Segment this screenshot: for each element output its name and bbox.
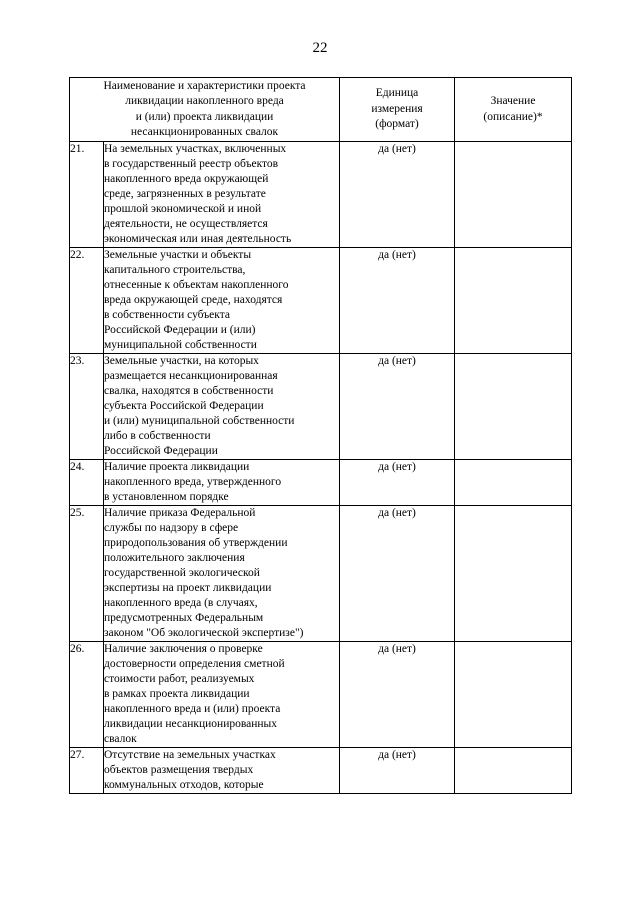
row-value	[455, 248, 572, 354]
table-row	[70, 642, 572, 748]
description-line: На земельных участках, включенных	[104, 143, 287, 155]
description-line: природопользования об утверждении	[104, 537, 288, 549]
row-number: 22.	[70, 248, 104, 354]
row-number: 27.	[70, 748, 104, 794]
description-line: накопленного вреда (в случаях,	[104, 597, 258, 609]
description-line: и (или) муниципальной собственности	[104, 415, 295, 427]
row-description	[104, 248, 340, 354]
header-unit-line: измерения	[371, 102, 423, 115]
description-line: Наличие проекта ликвидации	[104, 461, 250, 473]
table-row	[70, 248, 572, 354]
header-unit-line: Единица	[375, 87, 419, 100]
table-row	[70, 506, 572, 642]
description-line: накопленного вреда, утвержденного	[104, 476, 282, 488]
header-value-line: (описание)*	[483, 110, 543, 123]
description-line: Российской Федерации и (или)	[104, 324, 256, 336]
description-line: среде, загрязненных в результате	[104, 188, 266, 200]
page-number: 22	[312, 40, 328, 56]
header-name-cell	[70, 78, 340, 142]
description-line: отнесенные к объектам накопленного	[104, 279, 289, 291]
description-line: накопленного вреда окружающей	[104, 173, 269, 185]
description-line: службы по надзору в сфере	[104, 522, 239, 534]
header-name-line: и (или) проекта ликвидации	[135, 110, 274, 123]
description-line: стоимости работ, реализуемых	[104, 673, 255, 685]
header-unit-cell	[340, 78, 455, 142]
description-line: размещается несанкционированная	[104, 370, 278, 382]
row-number: 24.	[70, 460, 104, 506]
row-number: 21.	[70, 142, 104, 248]
row-description	[104, 642, 340, 748]
description-line: муниципальной собственности	[104, 339, 257, 351]
description-line: вреда окружающей среде, находятся	[104, 294, 283, 306]
row-number: 23.	[70, 354, 104, 460]
row-description	[104, 748, 340, 794]
header-value-cell	[455, 78, 572, 142]
row-unit: да (нет)	[340, 142, 455, 248]
description-line: государственной экологической	[104, 567, 260, 579]
description-line: предусмотренных Федеральным	[104, 612, 264, 624]
row-unit: да (нет)	[340, 748, 455, 794]
description-line: Земельные участки и объекты	[104, 249, 252, 261]
description-line: прошлой экономической и иной	[104, 203, 262, 215]
description-line: капитального строительства,	[104, 264, 246, 276]
row-number: 26.	[70, 642, 104, 748]
description-line: в собственности субъекта	[104, 309, 230, 321]
description-line: в рамках проекта ликвидации	[104, 688, 250, 700]
description-line: законом "Об экологической экспертизе")	[104, 627, 304, 639]
description-line: Наличие заключения о проверке	[104, 643, 263, 655]
description-line: деятельности, не осуществляется	[104, 218, 268, 230]
row-unit: да (нет)	[340, 354, 455, 460]
description-line: объектов размещения твердых	[104, 764, 254, 776]
row-unit: да (нет)	[340, 642, 455, 748]
description-line: Наличие приказа Федеральной	[104, 507, 256, 519]
header-value-line: Значение	[490, 95, 536, 107]
description-line: достоверности определения сметной	[104, 658, 285, 670]
row-unit: да (нет)	[340, 460, 455, 506]
description-line: Земельные участки, на которых	[104, 355, 259, 367]
header-unit-line: (формат)	[375, 118, 419, 131]
row-description	[104, 460, 340, 506]
table-row	[70, 142, 572, 248]
description-line: Отсутствие на земельных участках	[104, 749, 276, 761]
row-number: 25.	[70, 506, 104, 642]
header-name-line: ликвидации накопленного вреда	[125, 95, 284, 107]
row-value	[455, 142, 572, 248]
description-line: либо в собственности	[104, 430, 211, 442]
description-line: коммунальных отходов, которые	[104, 779, 264, 791]
row-value	[455, 354, 572, 460]
description-line: накопленного вреда и (или) проекта	[104, 703, 281, 715]
table-row	[70, 460, 572, 506]
row-value	[455, 460, 572, 506]
row-value	[455, 642, 572, 748]
row-unit: да (нет)	[340, 248, 455, 354]
description-line: ликвидации несанкционированных	[104, 718, 278, 730]
row-description	[104, 354, 340, 460]
description-line: свалка, находятся в собственности	[104, 385, 274, 397]
row-description	[104, 142, 340, 248]
row-unit: да (нет)	[340, 506, 455, 642]
table-row	[70, 748, 572, 794]
row-value	[455, 506, 572, 642]
header-name-line: Наименование и характеристики проекта	[103, 79, 306, 92]
description-line: Российской Федерации	[104, 445, 218, 457]
description-line: положительного заключения	[104, 552, 245, 564]
description-line: экспертизы на проект ликвидации	[104, 582, 272, 594]
description-line: в государственный реестр объектов	[104, 158, 279, 170]
description-line: субъекта Российской Федерации	[104, 400, 264, 412]
characteristics-table	[69, 77, 572, 794]
table-header-row	[70, 78, 572, 142]
row-description	[104, 506, 340, 642]
table-row	[70, 354, 572, 460]
header-name-line: несанкционированных свалок	[130, 126, 279, 138]
row-value	[455, 748, 572, 794]
description-line: свалок	[104, 733, 137, 745]
description-line: в установленном порядке	[104, 491, 229, 503]
description-line: экономическая или иная деятельность	[104, 233, 292, 245]
